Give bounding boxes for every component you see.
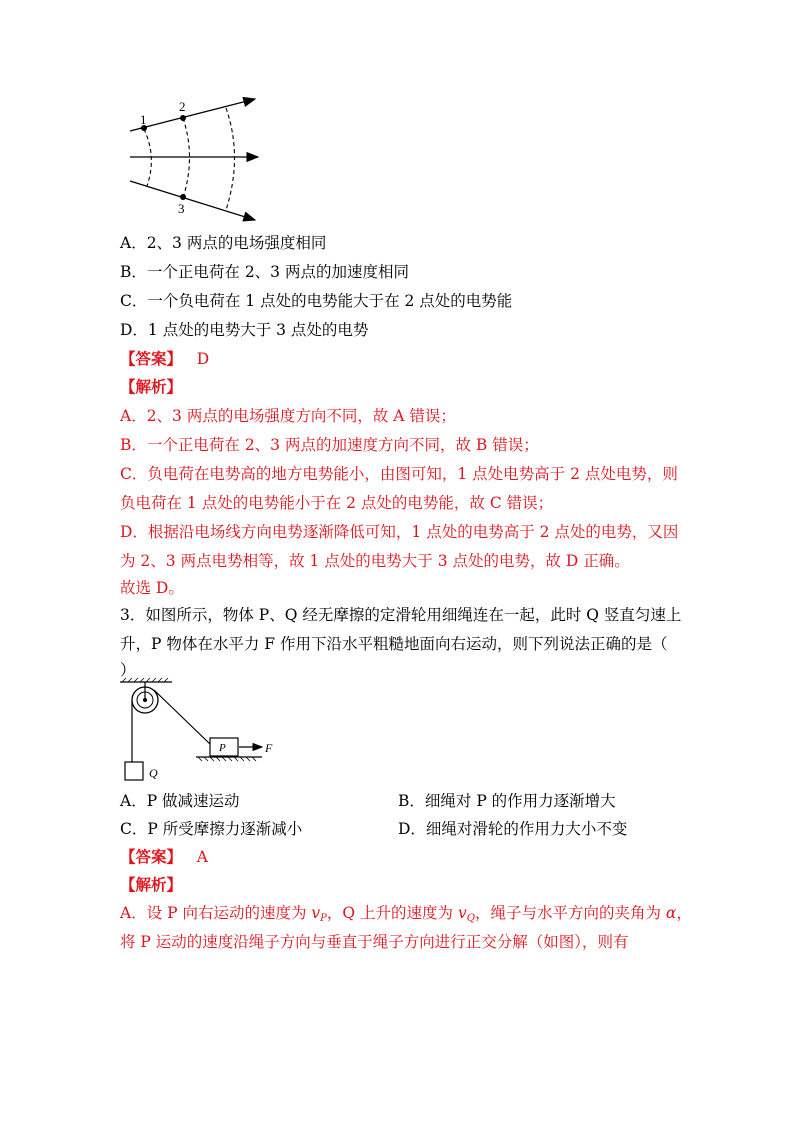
q2-analysis-line: A．2、3 两点的电场强度方向不同，故 A 错误； bbox=[120, 407, 456, 425]
q2-analysis-line: D．根据沿电场线方向电势逐渐降低可知，1 点处的电势高于 2 点处的电势，又因 bbox=[120, 523, 679, 541]
point-3 bbox=[180, 194, 186, 200]
subscript-q: Q bbox=[466, 913, 475, 924]
velocity-symbol: v bbox=[457, 904, 467, 922]
q2-analysis-line: 为 2、3 两点电势相等，故 1 点处的电势大于 3 点处的电势，故 D 正确。 bbox=[120, 552, 630, 570]
velocity-symbol: v bbox=[311, 904, 321, 922]
subscript-p: P bbox=[320, 913, 327, 924]
q2-analysis-line: B．一个正电荷在 2、3 两点的加速度方向不同，故 B 错误； bbox=[120, 436, 539, 454]
q3-option-a: A．P 做减速运动 bbox=[120, 792, 240, 810]
text: ， bbox=[676, 904, 692, 922]
q3-stem-line: 3．如图所示，物体 P、Q 经无摩擦的定滑轮用细绳连在一起，此时 Q 竖直匀速上 bbox=[120, 606, 682, 624]
q3-answer bbox=[120, 846, 208, 868]
field-line-figure bbox=[0, 0, 800, 240]
q3-option-b: B．细绳对 P 的作用力逐渐增大 bbox=[398, 792, 616, 810]
pulley-figure bbox=[0, 670, 800, 800]
q3-option-d: D．细绳对滑轮的作用力大小不变 bbox=[398, 820, 628, 838]
q2-analysis-line: 故选 D。 bbox=[120, 579, 184, 597]
equipotential-line-3 bbox=[226, 108, 235, 210]
text: A．设 P 向右运动的速度为 bbox=[120, 904, 312, 922]
q2-analysis-line: C．负电荷在电势高的地方电势能小，由图可知，1 点处电势高于 2 点处电势，则 bbox=[120, 465, 678, 483]
rope-slanted bbox=[154, 690, 210, 744]
field-line-top bbox=[130, 99, 255, 131]
answer-value: A bbox=[196, 848, 208, 866]
q2-analysis-label: 【解析】 bbox=[120, 377, 183, 396]
answer-value: D bbox=[196, 350, 210, 368]
q3-stem-line: 升，P 物体在水平力 F 作用下沿水平粗糙地面向右运动，则下列说法正确的是（ bbox=[120, 635, 668, 653]
label-2: 2 bbox=[179, 99, 186, 114]
label-3: 3 bbox=[178, 201, 185, 216]
text: ，Q 上升的速度为 bbox=[326, 904, 458, 922]
text: ，绳子与水平方向的夹角为 bbox=[474, 904, 666, 922]
label-q: Q bbox=[149, 766, 158, 780]
q2-option-c: C．一个负电荷在 1 点处的电势能大于在 2 点处的电势能 bbox=[120, 292, 513, 310]
q2-option-d: D．1 点处的电势大于 3 点处的电势 bbox=[120, 321, 369, 339]
q3-option-c: C．P 所受摩擦力逐渐减小 bbox=[120, 820, 303, 838]
answer-label: 【答案】 bbox=[120, 349, 183, 368]
q2-answer bbox=[120, 348, 209, 370]
point-2 bbox=[180, 115, 186, 121]
q3-stem-line: ） bbox=[120, 661, 136, 679]
alpha-symbol: α bbox=[665, 904, 677, 922]
q3-analysis-label: 【解析】 bbox=[120, 875, 183, 894]
q3-analysis-line2: 将 P 运动的速度沿绳子方向与垂直于绳子方向进行正交分解（如图），则有 bbox=[120, 933, 629, 951]
block-q bbox=[125, 762, 143, 780]
field-line-bottom bbox=[130, 181, 255, 220]
label-f: F bbox=[265, 741, 273, 755]
equipotential-line-2 bbox=[183, 118, 190, 198]
label-p: P bbox=[219, 742, 226, 754]
q2-option-a: A．2、3 两点的电场强度相同 bbox=[120, 234, 327, 252]
q3-analysis-line1 bbox=[120, 902, 692, 930]
answer-label: 【答案】 bbox=[120, 847, 183, 866]
pulley-axle bbox=[143, 698, 147, 702]
q2-option-b: B．一个正电荷在 2、3 两点的加速度相同 bbox=[120, 263, 409, 281]
q2-analysis-line: 负电荷在 1 点处的电势能小于在 2 点处的电势能，故 C 错误； bbox=[120, 494, 554, 512]
label-1: 1 bbox=[140, 112, 147, 127]
